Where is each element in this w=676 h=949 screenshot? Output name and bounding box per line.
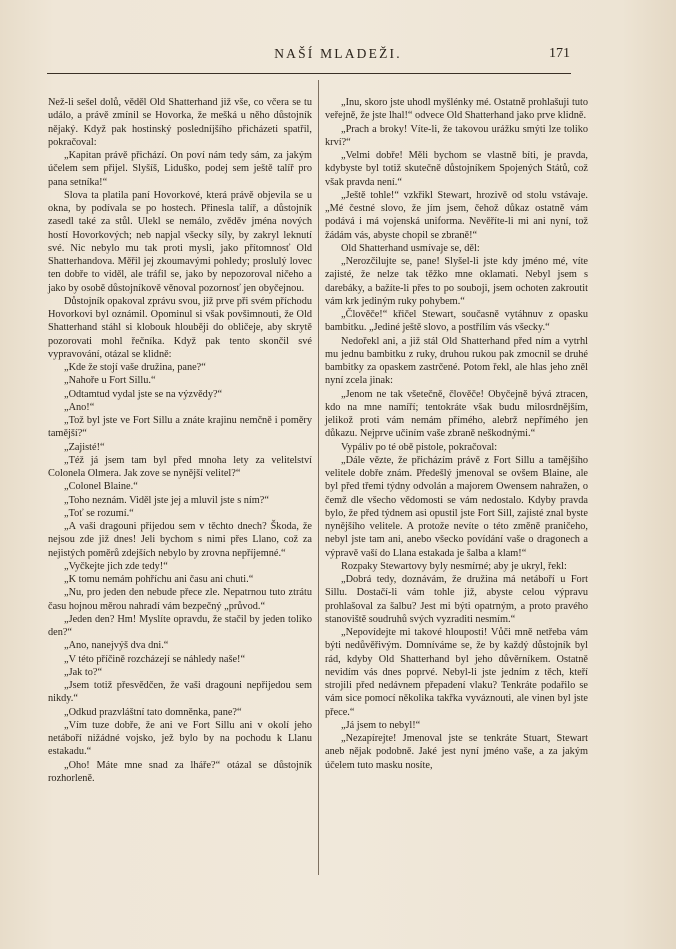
paragraph: „Vím tuze dobře, že ani ve Fort Sillu ani v okolí jeho netáboří nižádné vojsko, jež bylo by na pochodu k Llanu estakadu.“ <box>48 719 312 758</box>
paragraph: „Toho neznám. Viděl jste jej a mluvil jste s ním?“ <box>64 494 269 506</box>
left-column <box>48 96 312 785</box>
paragraph: „Odtamtud vydal jste se na výzvědy?“ <box>64 388 223 400</box>
paragraph: Old Shatterhand usmívaje se, děl: <box>341 242 480 254</box>
paragraph: „Toť se rozumí.“ <box>64 507 134 519</box>
paragraph: „Velmi dobře! Měli bychom se vlastně bíti, je pravda, kdybyste byl totiž skutečně důstojníkem Spojených Států, což však pravda není.“ <box>325 150 588 188</box>
paragraph: „Colonel Blaine.“ <box>64 481 138 493</box>
paragraph: „Tož byl jste ve Fort Sillu a znáte krajinu nemčně i poměry tamější?“ <box>48 415 312 440</box>
paragraph: „Též já jsem tam byl před mnoha lety za velitelství Colonela Olmera. Jak zove se nynější velitel?“ <box>48 454 312 479</box>
paragraph: „Nerozčilujte se, pane! Slyšel-li jste kdy jméno mé, víte zajisté, že nelze tak těžko mne oklamati. Nebyl jsem s darebáky, a bažíte-li přes to po souboji, jsem ochoten zakroutit vám krk jediným ruky pohybem.“ <box>325 256 588 307</box>
page-header <box>0 44 676 66</box>
paragraph: „Ano!“ <box>64 401 95 413</box>
page-number: 171 <box>549 46 570 61</box>
header-rule <box>47 73 571 74</box>
paragraph: „Prach a broky! Víte-li, že takovou urážku smýti lze toliko krví?“ <box>325 123 588 148</box>
paragraph: „Oho! Máte mne snad za lháře?“ otázal se důstojník rozhorleně. <box>48 759 312 784</box>
paragraph: Důstojník opakoval zprávu svou, již prve při svém příchodu Hovorkovi byl oznámil. Opominul si však povšimnouti, že Old Shatterhand stáhl si klobouk hlouběji do obličeje, aby skrytě pozorovati mohl řečníka. Když pak tento skončil své vypravování, otázal se klidně: <box>48 295 312 360</box>
paragraph: „Jak to?“ <box>64 666 103 678</box>
paragraph: „Jenom ne tak všetečně, člověče! Obyčejně bývá ztracen, kdo na mne namíří; tentokráte však budu milosrdnějším, jelikož proti vám nemám přímého, alebrž nepřímého jen důkazu. Nejprve učiním vaše zbraně neškodnými.“ <box>325 388 588 440</box>
paragraph: Nedořekl ani, a již stál Old Shatterhand před ním a vytrhl mu jednu bambitku z ruky, druhou rukou pak zmocnil se druhé bambitky za opaskem zastrčené. Potom řekl, ale hlas jeho zněl nyní zcela jinak: <box>325 335 588 387</box>
paragraph: Než-li sešel dolů, věděl Old Shatterhand již vše, co včera se tu událo, a právě zmínil se Hovorka, že mešká u něho důstojník nějaký. Když pak hostinský posledníjšího přicházeti spatřil, pokračoval: <box>48 97 312 148</box>
paragraph: „Zajisté!“ <box>64 441 105 453</box>
running-head: NAŠÍ MLADEŽI. <box>274 46 402 61</box>
paragraph: Vypáliv po té obě pistole, pokračoval: <box>341 441 498 453</box>
paragraph: Slova ta platila paní Hovorkové, která právě objevila se u okna, by podívala se po hostech. Přinesla talíř, a důstojník zasedl také za stůl. Ulekl se nemálo, zvěděv jména nových hostí Hovorkových; neb napjal všecky síly, by zakryl leknutí své. Nic nebylo mu tak proti mysli, jako přítomnosť Old Shatterhandova. Měřil jej zkoumavými pohledy; proslulý lovec ten dobře to viděl, ale tráfil se, jako by nepozoroval ničeho a jako by osobě důstojníkově věnoval pozornosť jen obyčejnou. <box>48 189 312 294</box>
paragraph: „Ještě tohle!“ vzkřikl Stewart, hrozivě od stolu vstávaje. „Mé čestné slovo, že jím jsem, čehož důkaz ostatně vám podává i má vojenská uniforma. Nevěříte-li mi ani nyní, tož žádám vás, abyste chopil se zbraně!“ <box>325 189 588 241</box>
paragraph: „Jsem totiž přesvědčen, že vaši dragouni nepřijedou sem nikdy.“ <box>48 680 312 705</box>
paragraph: „A vaši dragouni přijedou sem v těchto dnech? Škoda, že nejsou zde již dnes! Jeli bychom s nimi přes Llano, což za nejistých poměrů zdejších nebylo by zrovna nepříjemné.“ <box>48 521 312 559</box>
paragraph: „Já jsem to nebyl!“ <box>341 719 421 731</box>
paragraph: „Nezapírejte! Jmenoval jste se tenkráte Stuart, Stewart aneb nějak podobně. Jaké jest nyní jméno vaše, a za jakým účelem tuto masku nosíte, <box>325 733 588 771</box>
paragraph: „Kde že stojí vaše družina, pane?“ <box>64 362 206 373</box>
paragraph: „Ano, nanejvýš dva dni.“ <box>64 640 169 652</box>
paragraph: „K tomu nemám pohříchu ani času ani chuti.“ <box>64 574 254 585</box>
column-divider <box>318 80 319 875</box>
paragraph: „Dobrá tedy, doznávám, že družina má netáboří u Fort Sillu. Dostačí-li vám tohle již, abyste celou výpravu prohlašoval za šalbu? Jest mi býti opatrným, a proto pravého stanoviště soudruhů svých vyzraditi nesmím.“ <box>325 574 588 625</box>
paragraph: Rozpaky Stewartovy byly nesmírné; aby je ukryl, řekl: <box>341 560 567 572</box>
paragraph: „Kapitan právě přichází. On poví nám tedy sám, za jakým účelem sem přijel. Slyšíš, Liduško, podej sem ještě talíř pro pana setníka!“ <box>48 150 312 188</box>
paragraph: „Nepovídejte mi takové hlouposti! Vůči mně netřeba vám býti nedůvěřivým. Domníváme se, že by každý důstojník byl rád, kdyby Old Shatterhand byl jeho důvěrníkem. Ostatně nevidím vás dnes poprvé. Nebyl-li jste jedním z těch, kteří strojili před nedávnem přepadení vlaku? Tenkráte podařilo se vám sice pomocí několika takřka vyváznouti, ale vinen byl jste přece.“ <box>325 627 588 718</box>
paragraph: „Nu, pro jeden den nebude přece zle. Nepatrnou tuto ztrátu času hojnou měrou nahradí vám bezpečný „průvod.“ <box>48 587 312 612</box>
paragraph: „Odkud prazvláštní tato domněnka, pane?“ <box>64 706 242 718</box>
paragraph: „Jeden den? Hm! Myslíte opravdu, že stačil by jeden toliko den?“ <box>48 613 312 638</box>
paragraph: „Inu, skoro jste uhodl myšlénky mé. Ostatně prohlašuji tuto veřejně, že jste lhal!“ odvece Old Shatterhand jako prve klidně. <box>325 97 588 122</box>
paragraph: „V této příčině rozcházejí se náhledy naše!“ <box>64 653 246 665</box>
paragraph: „Dále vězte, že přicházím právě z Fort Sillu a tamějšího velitele dobře znám. Předešlý jmenoval se ovšem Blaine, ale byl před třemi týdny odvolán a majorem Owensem nahražen, o čemž dle všecho vědomosti se vám nedostalo. Kdyby pravda bylo, že před týdnem asi opustil jste Fort Sill, zajisté znal byste nynějšího velitele. A protože nevíte o této změně praničeho, nebyl jste tam ani, anebo všecko povídání vaše o dragonech a výpravě vaší do Llana estakada je šalba a klam!“ <box>325 454 588 559</box>
paragraph: „Nahoře u Fort Sillu.“ <box>64 375 156 387</box>
right-column <box>325 96 588 772</box>
paragraph: „Vyčkejte jich zde tedy!“ <box>64 560 168 572</box>
paragraph: „Člověče!“ křičel Stewart, současně vytáhnuv z opasku bambitku. „Jediné ještě slovo, a postřílím vás všecky.“ <box>325 309 588 334</box>
